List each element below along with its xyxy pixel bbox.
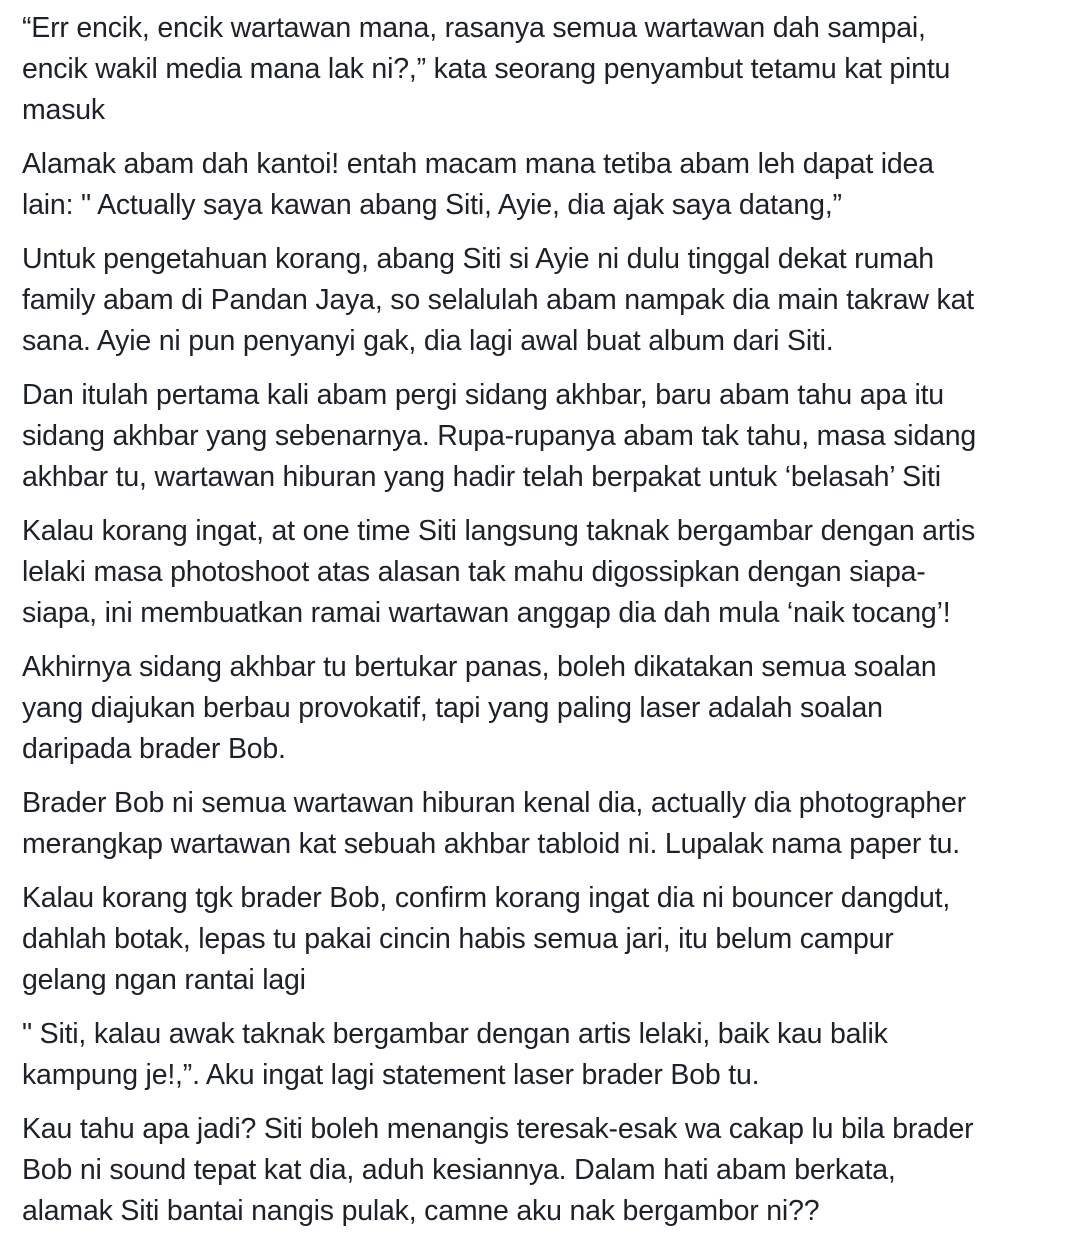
post-body [22, 8, 1062, 1245]
post-paragraph-2: Alamak abam dah kantoi! entah macam mana tetiba abam leh dapat idea lain: " Actually saya kawan abang Siti, Ayie, dia ajak saya datang,” [22, 148, 934, 221]
post-paragraph-7: Brader Bob ni semua wartawan hiburan kenal dia, actually dia photographer merangkap wartawan kat sebuah akhbar tabloid ni. Lupalak nama paper tu. [22, 787, 966, 860]
post-paragraph-9: " Siti, kalau awak taknak bergambar dengan artis lelaki, baik kau balik kampung je!,”. Aku ingat lagi statement laser brader Bob tu. [22, 1018, 888, 1091]
post-paragraph-4: Dan itulah pertama kali abam pergi sidang akhbar, baru abam tahu apa itu sidang akhbar yang sebenarnya. Rupa-rupanya abam tak tahu, masa sidang akhbar tu, wartawan hiburan yang hadir telah berpakat untuk ‘belasah’ Siti [22, 379, 977, 493]
post-paragraph-5: Kalau korang ingat, at one time Siti langsung taknak bergambar dengan artis lelaki masa photoshoot atas alasan tak mahu digossipkan dengan siapa- siapa, ini membuatkan ramai wartawan anggap dia dah mula ‘naik tocang’! [22, 515, 976, 629]
post-paragraph-6: Akhirnya sidang akhbar tu bertukar panas, boleh dikatakan semua soalan yang diajukan berbau provokatif, tapi yang paling laser adalah soalan daripada brader Bob. [22, 651, 937, 765]
post-paragraph-8: Kalau korang tgk brader Bob, confirm korang ingat dia ni bouncer dangdut, dahlah botak, lepas tu pakai cincin habis semua jari, itu belum campur gelang ngan rantai lagi [22, 882, 951, 996]
post-paragraph-1: “Err encik, encik wartawan mana, rasanya semua wartawan dah sampai, encik wakil media mana lak ni?,” kata seorang penyambut tetamu kat pintu masuk [22, 12, 951, 126]
post-paragraph-3: Untuk pengetahuan korang, abang Siti si Ayie ni dulu tinggal dekat rumah family abam di Pandan Jaya, so selalulah abam nampak dia main takraw kat sana. Ayie ni pun penyanyi gak, dia lagi awal buat album dari Siti. [22, 243, 974, 357]
post-paragraph-10: Kau tahu apa jadi? Siti boleh menangis teresak-esak wa cakap lu bila brader Bob ni sound tepat kat dia, aduh kesiannya. Dalam hati abam berkata, alamak Siti bantai nangis pulak, camne aku nak bergambor ni?? [22, 1113, 974, 1227]
